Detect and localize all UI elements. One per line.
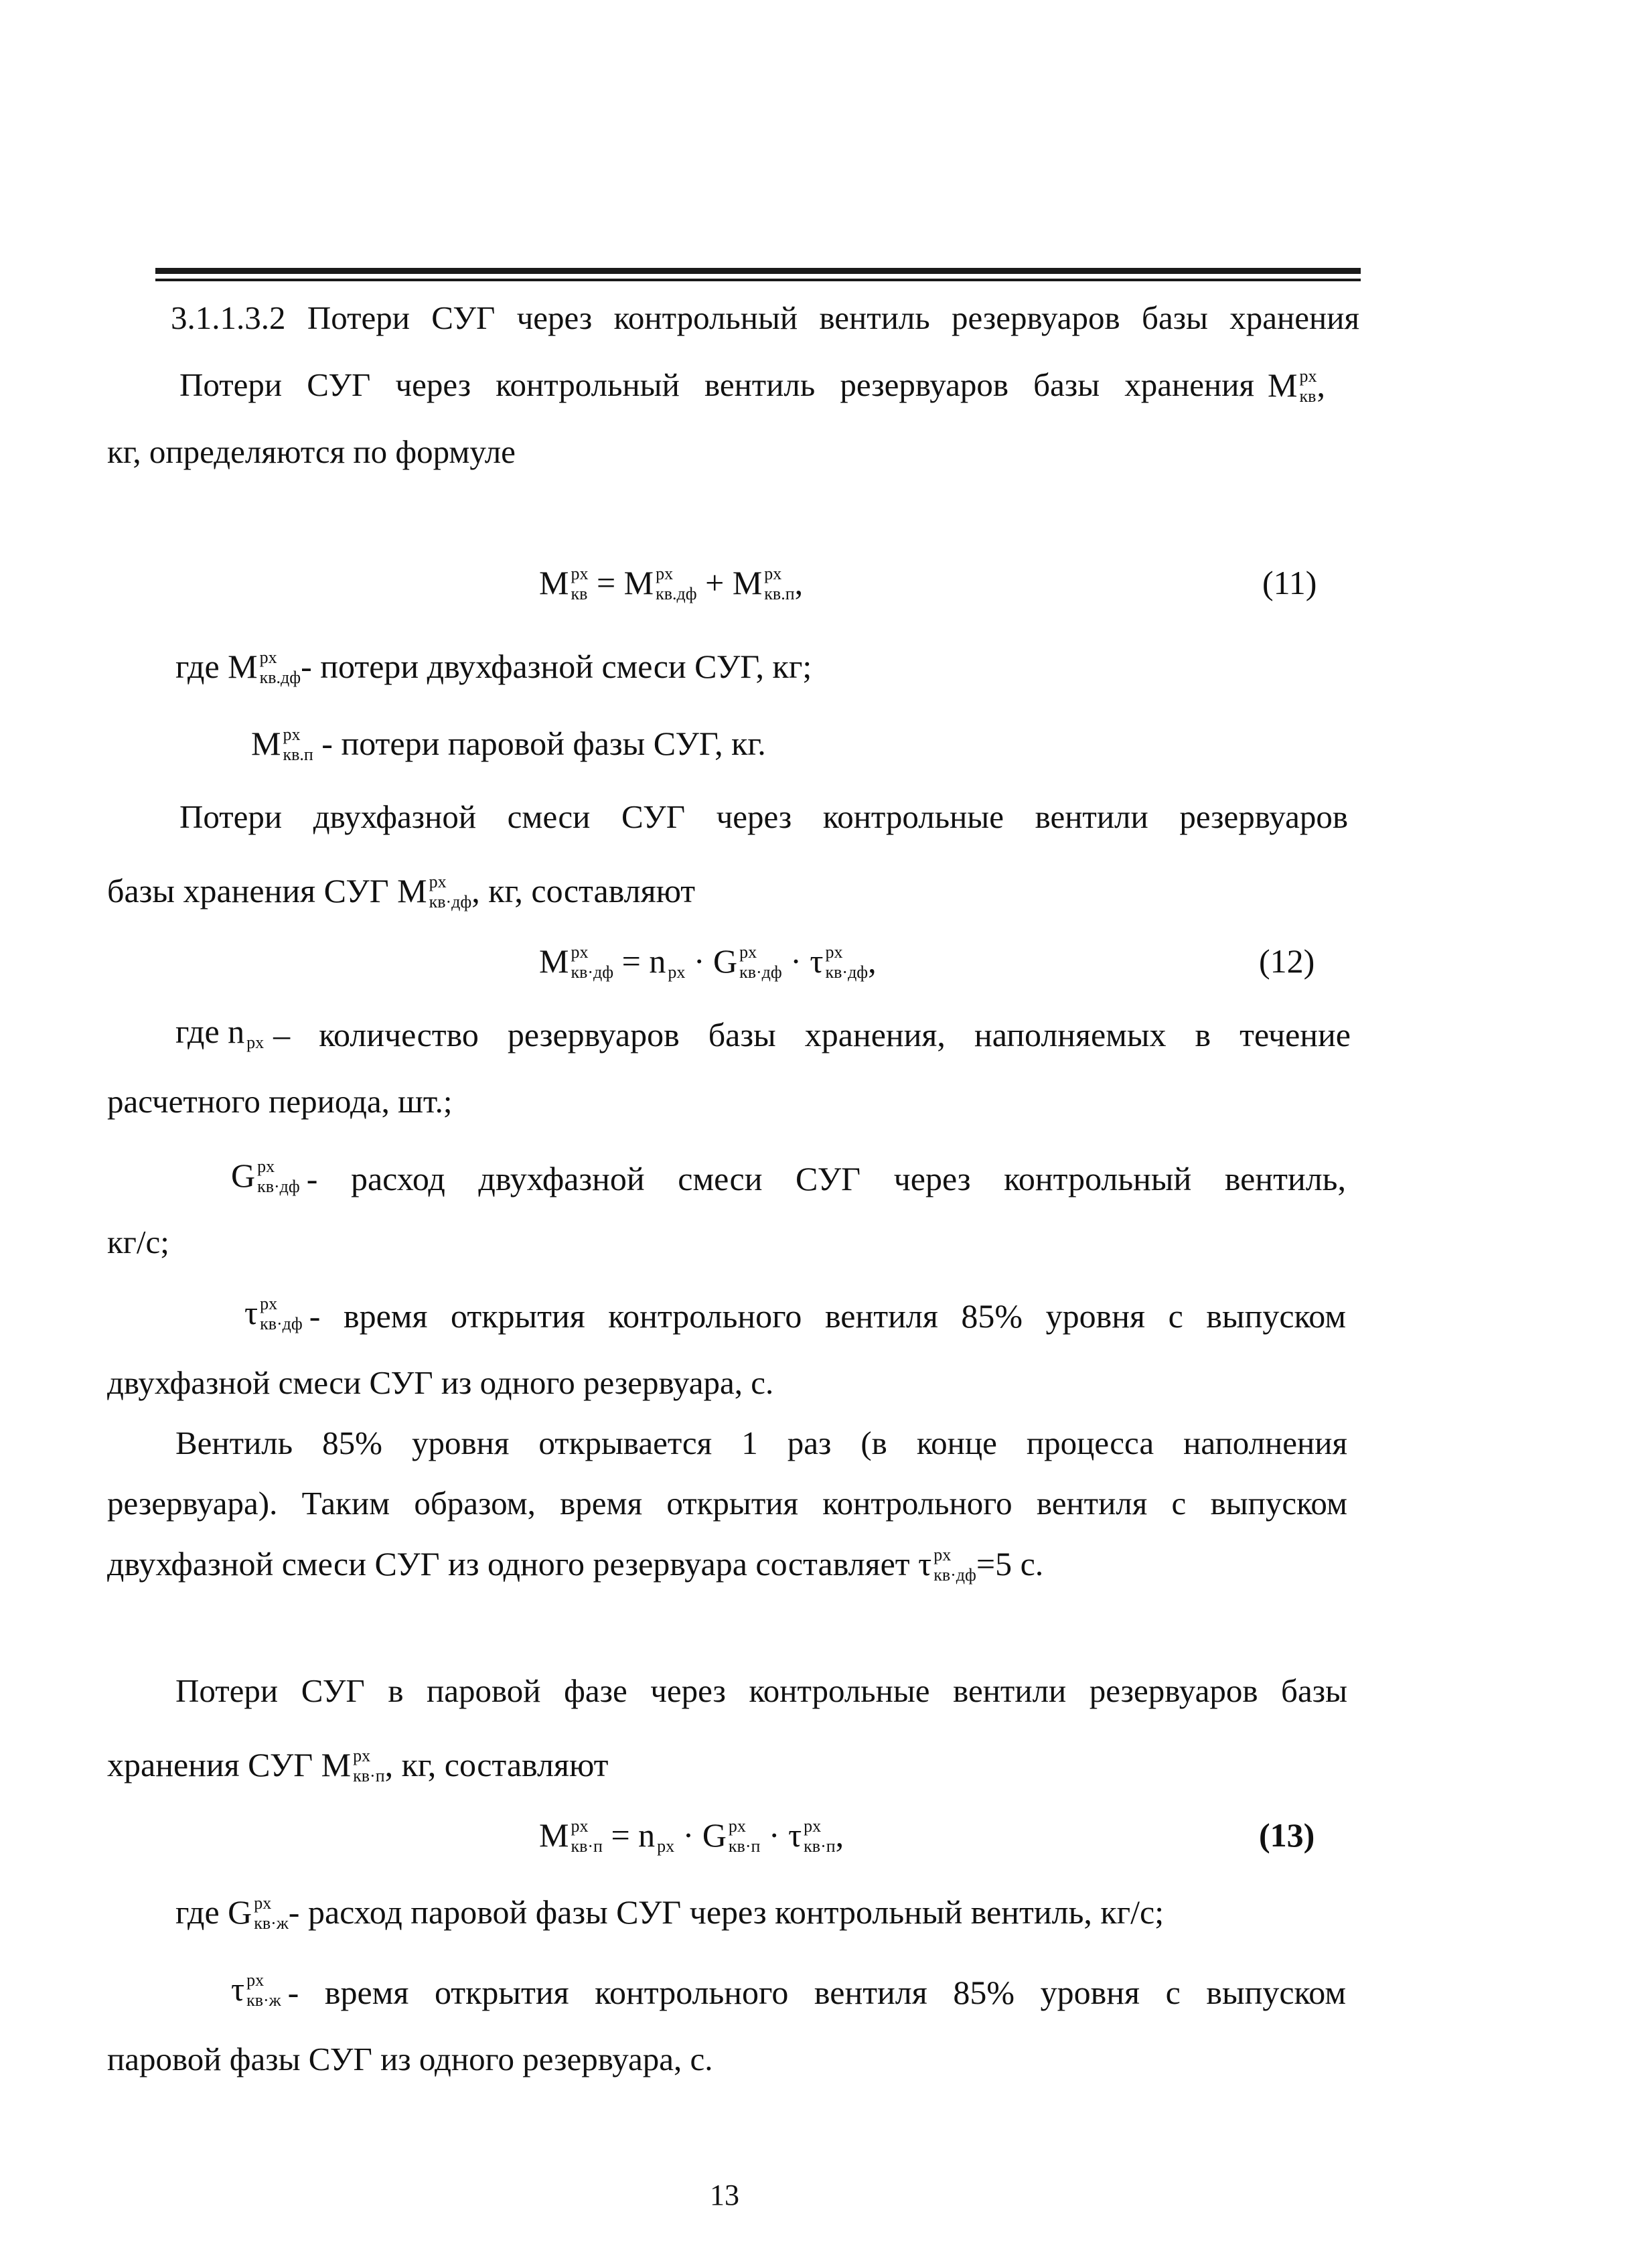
equation-12: M px кв·дф = n px · G px кв·дф · τ px кв·дф , xyxy=(539,942,877,982)
section-heading: 3.1.1.3.2 Потери СУГ через контрольный вентиль резервуаров базы хранения xyxy=(171,299,1359,336)
para3-line3: двухфазной смеси СУГ из одного резервуара составляет τ px кв·дф =5 с. xyxy=(107,1544,1044,1585)
where-11-vapor: M px кв.п - потери паровой фазы СУГ, кг. xyxy=(251,724,766,764)
where-12-count: где n px – количество резервуаров базы хранения, наполняемых в течение xyxy=(175,1013,1351,1054)
equation-13-number: (13) xyxy=(1259,1816,1315,1854)
para4-line2: хранения СУГ M px кв·п , кг, составляют xyxy=(107,1745,609,1785)
header-rule-thick xyxy=(155,268,1361,274)
page-number: 13 xyxy=(710,2179,739,2211)
para3-line1: Вентиль 85% уровня открывается 1 раз (в конце процесса наполнения xyxy=(175,1424,1347,1461)
equation-12-number: (12) xyxy=(1259,942,1315,980)
where-13-flow: где G px кв·ж - расход паровой фазы СУГ через контрольный вентиль, кг/с; xyxy=(175,1893,1165,1933)
where-13-time: τ px кв·ж - время открытия контрольного вентиля 85% уровня с выпуском xyxy=(231,1970,1346,2012)
equation-11-number: (11) xyxy=(1262,564,1317,601)
equation-13: M px кв·п = n px · G px кв·п · τ px кв·п , xyxy=(539,1816,844,1856)
where-13-time-line2: паровой фазы СУГ из одного резервуара, с. xyxy=(107,2041,713,2077)
para1-line2: кг, определяются по формуле xyxy=(107,433,516,470)
where-12-count-line2: расчетного периода, шт.; xyxy=(107,1083,453,1120)
para4-line1: Потери СУГ в паровой фазе через контрольные вентили резервуаров базы xyxy=(175,1672,1347,1709)
where-12-flow: G px кв·дф - расход двухфазной смеси СУГ через контрольный вентиль, xyxy=(231,1156,1346,1198)
para2-line1: Потери двухфазной смеси СУГ через контрольные вентили резервуаров xyxy=(179,798,1348,835)
equation-11: M px кв = M px кв.дф + M px кв.п , xyxy=(539,563,804,603)
para2-line2: базы хранения СУГ M px кв·дф , кг, составляют xyxy=(107,871,696,911)
where-12-time-line2: двухфазной смеси СУГ из одного резервуара, с. xyxy=(107,1364,774,1401)
where-11-two-phase: где M px кв.дф - потери двухфазной смеси СУГ, кг; xyxy=(175,647,812,687)
para1-line1: Потери СУГ через контрольный вентиль резервуаров базы хранения xyxy=(179,366,1254,403)
para1-symbol: M px кв , xyxy=(1268,366,1325,406)
where-12-flow-line2: кг/с; xyxy=(107,1224,169,1260)
header-rule-thin xyxy=(155,279,1361,281)
para3-line2: резервуара). Таким образом, время открытия контрольного вентиля с выпуском xyxy=(107,1485,1347,1522)
where-12-time: τ px кв·дф - время открытия контрольного вентиля 85% уровня с выпуском xyxy=(244,1293,1346,1335)
